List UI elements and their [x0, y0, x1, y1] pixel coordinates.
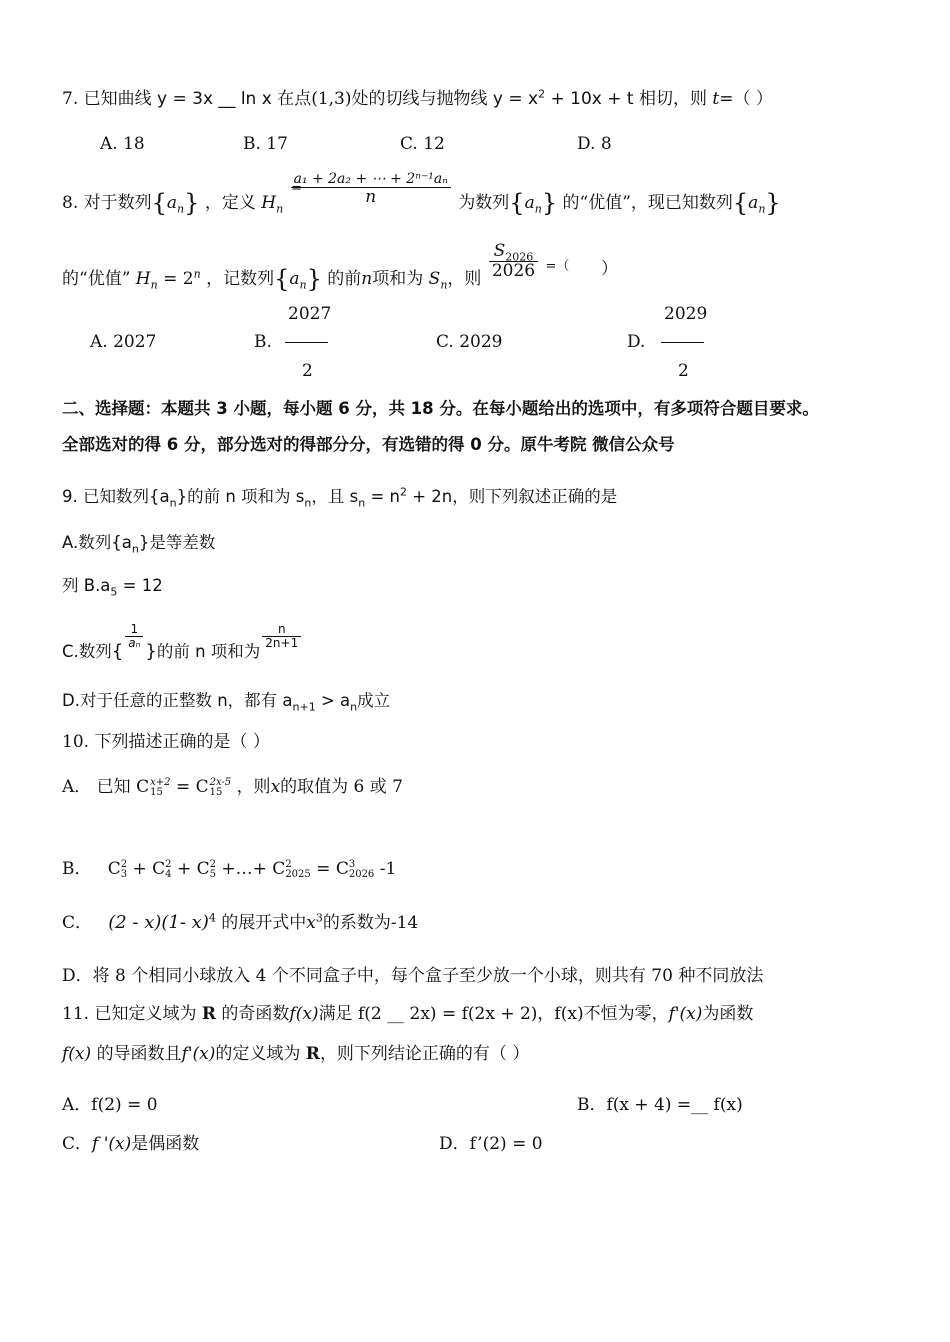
q10-option-b: B． C 2 3 + C 2 4 + C 2 5 +…+ C 2 2025 = C 3 2026 -1: [62, 858, 397, 880]
q11-option-c: C．f '(x)是偶函数: [62, 1134, 200, 1154]
q9-reciprocal-fraction: $\frac{1}{\text{aₙ}}$: [125, 623, 143, 650]
q11-option-a: A．f(2) = 0: [62, 1095, 158, 1115]
q11-option-b: B．f(x + 4) =__ f(x): [577, 1095, 743, 1115]
q7-parabola: $y = x^2 + 10x + t$: [492, 87, 634, 109]
q7-option-d: D. 8: [577, 134, 612, 154]
q8-eq-sign: =: [291, 181, 302, 196]
q7-option-c: C. 12: [400, 134, 445, 154]
q9-option-d: D.对于任意的正整数 n，都有 $a_{n+1} > a_n$成立: [62, 691, 391, 714]
q8-option-b-label: B.: [254, 332, 272, 352]
q8-option-d-label: D.: [627, 332, 646, 352]
q8-option-d-den: 2: [678, 361, 689, 381]
q11-line2: f(x) 的导函数且f'(x)的定义域为 R，则下列结论正确的有（ ）: [62, 1044, 530, 1064]
section2-heading-line2: 全部选对的得 6 分，部分选对的得部分分，有选错的得 0 分。原牛考院 微信公众号: [62, 435, 675, 454]
q10-option-d: D．将 8 个相同小球放入 4 个不同盒子中，每个盒子至少放一个小球，则共有 70 种不同放法: [62, 966, 764, 986]
q9-sum-fraction: $\frac{n}{2n+1}$: [262, 623, 301, 650]
q10-stem: 10. 下列描述正确的是（ ）: [62, 732, 270, 752]
q8-option-b-num: 2027: [288, 304, 332, 324]
q7-curve: y = 3x __ ln x: [157, 89, 272, 109]
q8-option-a: A. 2027: [90, 332, 157, 352]
section2-heading-line1: 二、选择题：本题共 3 小题，每小题 6 分，共 18 分。在每小题给出的选项中，有多项符合题目要求。: [62, 399, 819, 418]
q8-option-d-bar: [661, 342, 704, 343]
q8-line2: 的“优值” $H_n = 2^n$ ，记数列$\{a_n\}$ 的前n项和为 $S_n$，则 $\frac{S_{2026}}{2026}$ =（: [62, 241, 570, 293]
q8-close-paren: ）: [601, 259, 618, 279]
q11-option-d: D．f’(2) = 0: [439, 1134, 543, 1154]
q8-option-d-num: 2029: [664, 304, 708, 324]
q7-stem: 7. 已知曲线 y = 3x __ ln x 在点(1,3)处的切线与抛物线 $y = x^2 + 10x + t$ 相切，则 t=（ ）: [62, 87, 773, 109]
q9-option-c: C.数列{ $\frac{1}{\text{aₙ}}$ }的前 n 项和为 $\frac{n}{2n+1}$: [62, 622, 303, 682]
q8-definition-fraction: $\frac{\text{a₁ + 2a₂ + ⋯ + 2ⁿ⁻¹aₙ}}{n}$: [291, 172, 451, 207]
q8-option-b-den: 2: [302, 361, 313, 381]
q9-option-a: A.数列$\{a_n\}$是等差数: [62, 533, 216, 556]
q10-option-c: C． (2 - x)(1- x)$^4$ 的展开式中$x^3$的系数为-14: [62, 911, 419, 933]
q8-ratio-fraction: $\frac{S_{2026}}{2026}$: [489, 242, 538, 280]
q9-option-b: 列 $B.a_5 = 12$: [62, 576, 163, 599]
q8-option-b-bar: [285, 342, 328, 343]
q7-option-b: B. 17: [243, 134, 288, 154]
q8-option-c: C. 2029: [436, 332, 503, 352]
q8-line1: 8. 对于数列$\{a_n\}$ ，定义 $H_n$ $\frac{\text{a₁ + 2a₂ + ⋯ + 2ⁿ⁻¹aₙ}}{n}$ 为数列$\{a_n\}$ 的“优值”，现已知数列$\{a_n\}$: [62, 170, 781, 217]
q9-stem: 9. 已知数列$\{a_n\}$的前 n 项和为 $s_n$，且 $s_n = n^2 + 2n$，则下列叙述正确的是: [62, 485, 618, 510]
q11-line1: 11. 已知定义域为 R 的奇函数f(x)满足 f(2 __ 2x) = f(2x + 2)，f(x)不恒为零，f'(x)为函数: [62, 1004, 754, 1024]
q10-option-a: A． 已知 C x+2 15 = C 2x-5 15 ，则x的取值为 6 或 7: [62, 776, 403, 798]
q7-option-a: A. 18: [100, 134, 145, 154]
